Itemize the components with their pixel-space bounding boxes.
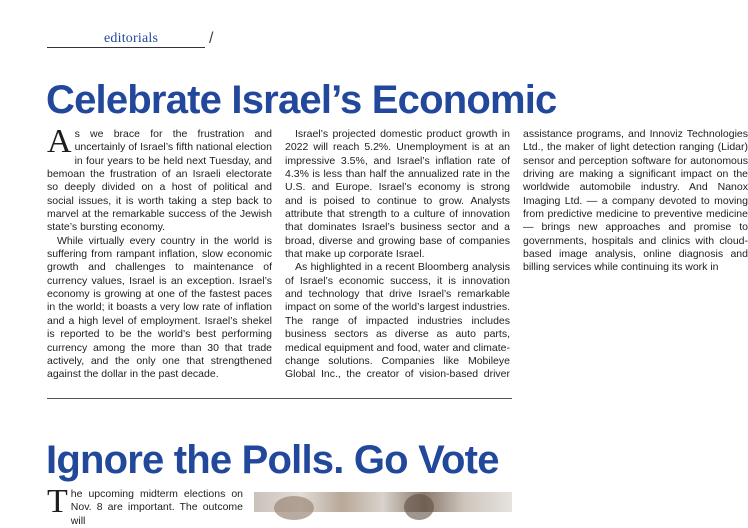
article-paragraph: While virtually every country in the world is suffering from rampant inflation, slow economic growth and challenges to maintenance of currency values, Israel is an exception. Israel’s economy is growing at one of the fastest paces in the world; it boasts a very low rate of inflation and a high level of employment. Israel’s shekel is reported to be the world’s best performing currency among the more than 30 that trade actively, and the only one that strengthened against the dollar in the past decade. [47,234,272,381]
article-headline-2: Ignore the Polls. Go Vote [46,438,499,482]
article-paragraph: The upcoming midterm elections on Nov. 8 are important. The outcome will [47,483,243,527]
section-slash: / [209,30,214,47]
article-body [47,123,748,386]
article-paragraph: As we brace for the frustration and uncertainly of Israel’s fifth national election in four years to be held next Tuesday, and bemoan the frustration of an Israeli electorate so deeply divided on a host of political and social issues, it is worth taking a step back to marvel at the remarkable success of the Jewish state’s bursting economy. [47,123,272,234]
article-paragraph: As highlighted in a recent Bloomberg analysis of Israel’s economic success, it is innovation and technology that drive Israel’s remarkable impact on some of the world’s largest industries. The range of impacted industries includes business sectors as diverse as auto parts, medical equipment and food, water and climate-change solutions. Companies like Mobileye Global Inc., the creator of vision-based driver assistance programs, and Innoviz Technologies Ltd., the maker of light detection ranging (Lidar) sensor and perception software for autonomous driving are making a significant impact on the worldwide automobile industry. And Nanox Imaging Ltd. — a company devoted to moving from predictive medicine to preventive medicine — brings new approaches and promise to governments, hospitals and clinics with cloud-based image analysis, online diagnosis and billing services while continuing its work in [285,128,748,381]
section-label: editorials [104,31,159,46]
article-photo [254,492,512,512]
article-paragraph: Israel’s projected domestic product growth in 2022 will reach 5.2%. Unemployment is at an impressive 3.5%, and Israel’s inflation rate of 4.3% is less than half the annualized rate in the U.S. and Europe. Israel’s economy is strong and is poised to continue to grow. Analysts attribute that strength to a culture of innovation that dominates Israel’s business sector and a broad, diverse and growing base of companies that make up corporate Israel. [285,128,510,261]
section-header [47,28,214,50]
drop-cap: A [47,123,72,160]
drop-cap: T [47,483,68,520]
article-headline: Celebrate Israel’s Economic [46,78,557,122]
section-rule [47,47,205,48]
section-divider [47,398,512,399]
article-body-2 [47,483,243,527]
